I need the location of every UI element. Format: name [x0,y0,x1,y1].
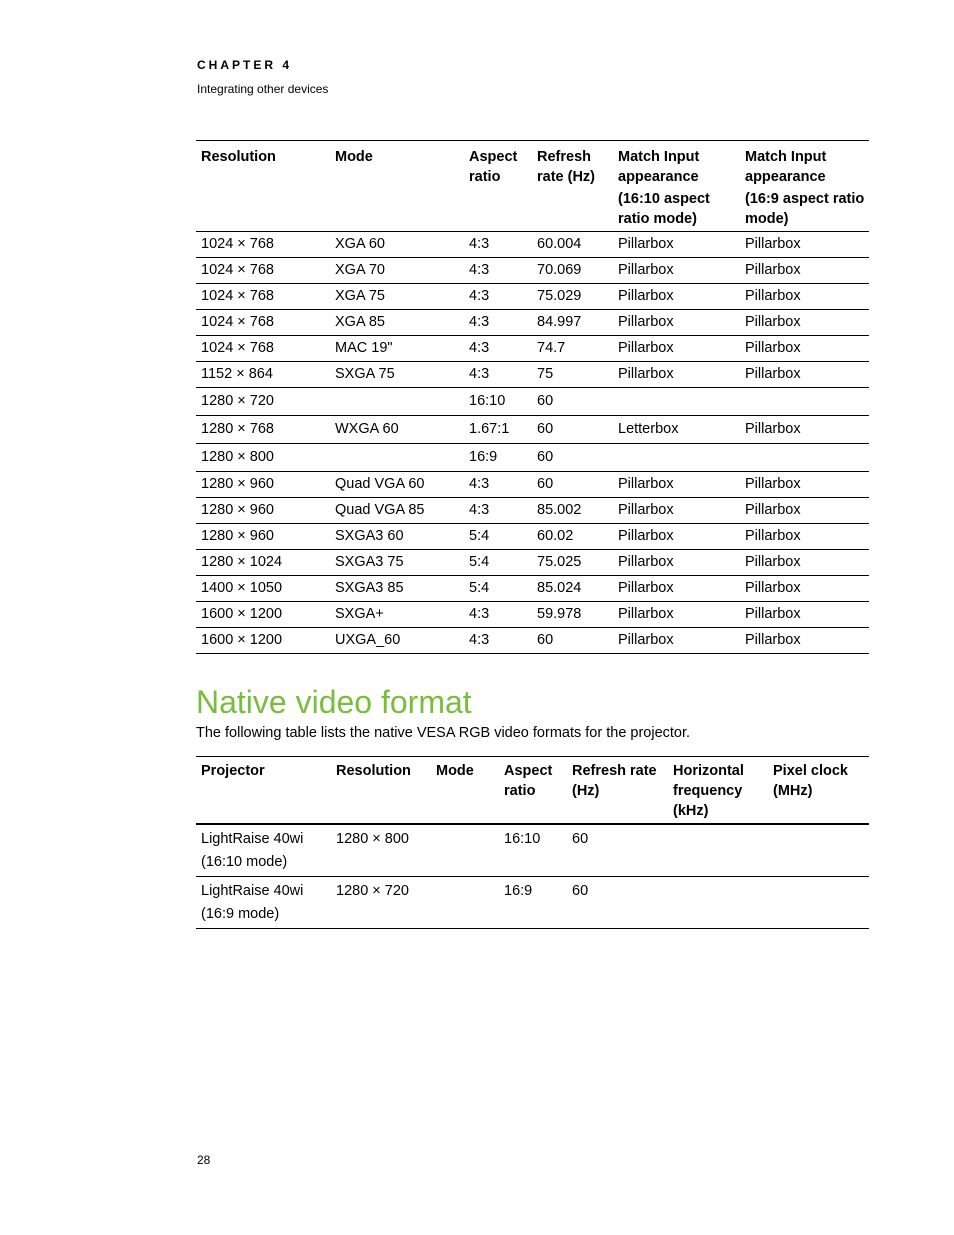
cell-mode: SXGA 75 [335,366,395,382]
cell-match-169: Pillarbox [745,314,801,330]
cell-mode: SXGA3 60 [335,528,404,544]
table-header-row [196,141,869,232]
cell-resolution: 1280 × 720 [201,393,274,409]
chapter-subtitle: Integrating other devices [197,82,329,96]
header-pixel-clock: Pixel clock (MHz) [773,763,848,799]
cell-aspect-ratio: 4:3 [469,340,490,356]
cell-projector: LightRaise 40wi (16:10 mode) [201,831,304,870]
cell-match-1610: Pillarbox [618,632,674,648]
cell-aspect-ratio: 4:3 [469,632,490,648]
cell-aspect-ratio: 16:10 [469,393,506,409]
cell-match-169: Pillarbox [745,632,801,648]
cell-aspect-ratio: 16:10 [504,831,541,847]
cell-mode: SXGA3 85 [335,580,404,596]
cell-refresh-rate: 60 [537,421,554,437]
cell-refresh-rate: 60 [572,883,589,899]
cell-pixel-clock [768,824,869,877]
header-match-169 [740,141,869,232]
cell-match-169: Pillarbox [745,236,801,252]
cell-resolution: 1024 × 768 [201,314,274,330]
cell-mode: WXGA 60 [335,421,399,437]
table-row [196,824,869,877]
cell-match-169: Pillarbox [745,366,801,382]
cell-refresh-rate: 74.7 [537,340,566,356]
table-row [196,628,869,654]
cell-match-169: Pillarbox [745,554,801,570]
cell-resolution: 1024 × 768 [201,288,274,304]
cell-match-1610: Pillarbox [618,288,674,304]
cell-match-1610: Pillarbox [618,502,674,518]
cell-match-1610: Pillarbox [618,606,674,622]
cell-match-169: Pillarbox [745,288,801,304]
header-refresh-rate: Refresh rate (Hz) [537,149,596,185]
cell-resolution: 1024 × 768 [201,340,274,356]
header-mode: Mode [436,763,474,779]
cell-match-169 [740,444,869,472]
page-number: 28 [197,1153,211,1167]
cell-aspect-ratio: 4:3 [469,288,490,304]
cell-aspect-ratio: 4:3 [469,606,490,622]
cell-projector: LightRaise 40wi (16:9 mode) [201,883,304,922]
cell-aspect-ratio: 4:3 [469,366,490,382]
header-match-1610-line1: Match Input appearance [618,149,700,185]
cell-mode [431,877,499,929]
table-row [196,310,869,336]
cell-horizontal-frequency [668,877,768,929]
table-row [196,444,869,472]
cell-aspect-ratio: 5:4 [469,580,490,596]
table-header-row [196,757,869,825]
cell-match-1610: Pillarbox [618,476,674,492]
cell-aspect-ratio: 4:3 [469,262,490,278]
header-projector: Projector [201,763,265,779]
cell-mode: XGA 70 [335,262,385,278]
cell-mode: XGA 60 [335,236,385,252]
cell-match-1610: Pillarbox [618,236,674,252]
cell-match-1610 [613,388,740,416]
cell-match-169: Pillarbox [745,528,801,544]
cell-refresh-rate: 85.024 [537,580,582,596]
cell-refresh-rate: 60.004 [537,236,582,252]
cell-refresh-rate: 75.025 [537,554,582,570]
cell-mode [431,824,499,877]
cell-refresh-rate: 60 [537,393,554,409]
cell-resolution: 1152 × 864 [201,366,273,382]
cell-resolution: 1280 × 800 [336,831,409,847]
cell-resolution: 1600 × 1200 [201,606,283,622]
header-refresh-rate: Refresh rate (Hz) [572,763,657,799]
cell-resolution: 1024 × 768 [201,236,274,252]
table-row [196,232,869,258]
cell-match-169: Pillarbox [745,262,801,278]
cell-match-1610: Pillarbox [618,580,674,596]
header-match-1610 [613,141,740,232]
cell-match-169 [740,388,869,416]
section-title: Native video format [196,684,472,720]
chapter-label: CHAPTER 4 [197,58,293,72]
cell-mode: Quad VGA 85 [335,502,425,518]
cell-resolution: 1024 × 768 [201,262,274,278]
cell-resolution: 1280 × 1024 [201,554,283,570]
cell-match-1610: Pillarbox [618,528,674,544]
cell-refresh-rate: 84.997 [537,314,582,330]
cell-match-1610: Pillarbox [618,366,674,382]
cell-resolution: 1280 × 960 [201,476,274,492]
cell-refresh-rate: 60 [537,449,554,465]
cell-match-169: Pillarbox [745,340,801,356]
cell-aspect-ratio: 4:3 [469,314,490,330]
cell-mode [330,444,464,472]
header-match-1610-line2: (16:10 aspect ratio mode) [618,191,710,227]
header-mode: Mode [335,149,373,165]
cell-mode [330,388,464,416]
cell-aspect-ratio: 4:3 [469,476,490,492]
cell-match-1610: Letterbox [618,421,679,437]
cell-aspect-ratio: 5:4 [469,554,490,570]
table-row [196,472,869,498]
table-row [196,524,869,550]
table-row [196,336,869,362]
table-row [196,284,869,310]
cell-resolution: 1280 × 768 [201,421,274,437]
resolution-table [196,140,869,654]
cell-resolution: 1280 × 960 [201,528,274,544]
cell-mode: SXGA3 75 [335,554,404,570]
cell-match-169: Pillarbox [745,476,801,492]
header-match-169-line2: (16:9 aspect ratio mode) [745,191,865,227]
cell-refresh-rate: 70.069 [537,262,582,278]
cell-match-169: Pillarbox [745,580,801,596]
cell-refresh-rate: 60.02 [537,528,574,544]
table-row [196,388,869,416]
cell-refresh-rate: 75 [537,366,554,382]
cell-pixel-clock [768,877,869,929]
header-aspect-ratio: Aspect ratio [469,149,518,185]
cell-resolution: 1280 × 720 [336,883,409,899]
table-row [196,258,869,284]
cell-match-169: Pillarbox [745,606,801,622]
cell-resolution: 1280 × 960 [201,502,274,518]
cell-refresh-rate: 75.029 [537,288,582,304]
cell-match-169: Pillarbox [745,502,801,518]
table-row [196,550,869,576]
cell-mode: XGA 75 [335,288,385,304]
cell-horizontal-frequency [668,824,768,877]
cell-refresh-rate: 60 [572,831,589,847]
cell-refresh-rate: 60 [537,476,554,492]
table-row [196,576,869,602]
header-match-169-line1: Match Input appearance [745,149,827,185]
cell-mode: MAC 19" [335,340,393,356]
cell-aspect-ratio: 4:3 [469,502,490,518]
cell-mode: Quad VGA 60 [335,476,425,492]
table-row [196,416,869,444]
cell-match-1610: Pillarbox [618,314,674,330]
cell-match-1610: Pillarbox [618,340,674,356]
cell-match-1610: Pillarbox [618,262,674,278]
cell-refresh-rate: 59.978 [537,606,582,622]
cell-aspect-ratio: 4:3 [469,236,490,252]
table-row [196,602,869,628]
table-row [196,362,869,388]
cell-mode: SXGA+ [335,606,384,622]
section-description: The following table lists the native VESA RGB video formats for the projector. [196,725,691,741]
cell-match-1610: Pillarbox [618,554,674,570]
cell-match-1610 [613,444,740,472]
cell-aspect-ratio: 16:9 [504,883,533,899]
header-resolution: Resolution [201,149,276,165]
cell-mode: XGA 85 [335,314,385,330]
cell-mode: UXGA_60 [335,632,401,648]
table-row [196,498,869,524]
cell-refresh-rate: 85.002 [537,502,582,518]
header-aspect-ratio: Aspect ratio [504,763,553,799]
cell-resolution: 1280 × 800 [201,449,274,465]
header-resolution: Resolution [336,763,411,779]
native-format-table [196,756,869,929]
cell-refresh-rate: 60 [537,632,554,648]
cell-resolution: 1600 × 1200 [201,632,283,648]
cell-aspect-ratio: 16:9 [469,449,498,465]
table-row [196,877,869,929]
cell-resolution: 1400 × 1050 [201,580,283,596]
cell-match-169: Pillarbox [745,421,801,437]
cell-aspect-ratio: 5:4 [469,528,490,544]
header-horizontal-frequency: Horizontal frequency (kHz) [673,763,744,819]
cell-aspect-ratio: 1.67:1 [469,421,510,437]
